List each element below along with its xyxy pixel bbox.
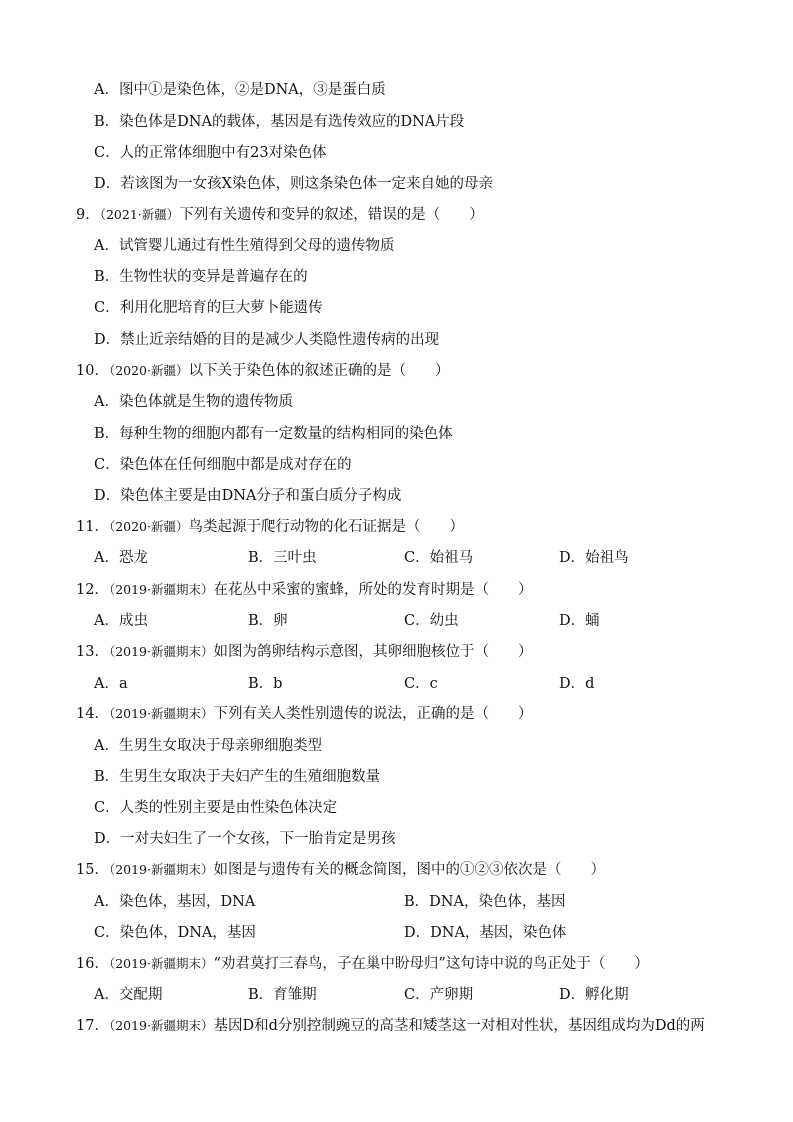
question-source: （2019·新疆期末） — [108, 644, 214, 659]
question-source: （2021·新疆） — [99, 207, 180, 222]
question-number: 9． — [76, 207, 100, 223]
question-stem: 下列有关遗传和变异的叙述，错误的是（ ） — [179, 207, 484, 223]
question-stem: 如图是与遗传有关的概念简图，图中的①②③依次是（ ） — [213, 862, 605, 878]
q9-option-a: A．试管婴儿通过有性生殖得到父母的遗传物质 — [94, 238, 395, 254]
question-source: （2020·新疆） — [108, 363, 189, 378]
question-source: （2019·新疆期末） — [108, 862, 214, 877]
question-number: 17． — [76, 1018, 109, 1034]
q11-option-c: C．始祖马 — [404, 550, 474, 566]
q9-option-b: B．生物性状的变异是普遍存在的 — [94, 269, 308, 285]
question-number: 10． — [76, 363, 109, 379]
question-16 — [76, 954, 649, 974]
q9-option-c: C．利用化肥培育的巨大萝卜能遗传 — [94, 300, 323, 316]
q13-option-d: D．d — [559, 676, 595, 692]
question-15 — [76, 860, 605, 880]
question-stem: 如图为鸽卵结构示意图，其卵细胞核位于（ ） — [213, 644, 533, 660]
q16-option-d: D．孵化期 — [559, 987, 629, 1003]
question-number: 11． — [76, 519, 109, 535]
q13-option-c: C．c — [404, 676, 438, 692]
q10-option-a: A．染色体就是生物的遗传物质 — [94, 394, 293, 410]
q15-option-a: A．染色体，基因，DNA — [94, 894, 256, 910]
prev-option-d: D．若该图为一女孩X染色体，则这条染色体一定来自她的母亲 — [94, 176, 493, 192]
question-10 — [76, 361, 450, 381]
question-14 — [76, 704, 533, 724]
q14-option-a: A．生男生女取决于母亲卵细胞类型 — [94, 738, 322, 754]
question-source: （2019·新疆期末） — [108, 706, 214, 721]
q15-option-d: D．DNA，基因，染色体 — [404, 925, 567, 941]
q16-option-b: B．育雏期 — [248, 987, 317, 1003]
q13-option-a: A．a — [94, 676, 128, 692]
q13-option-b: B．b — [248, 676, 283, 692]
prev-option-b: B．染色体是DNA的载体，基因是有选传效应的DNA片段 — [94, 114, 465, 130]
q15-option-c: C．染色体，DNA，基因 — [94, 925, 256, 941]
q14-option-d: D．一对夫妇生了一个女孩，下一胎肯定是男孩 — [94, 831, 396, 847]
q10-option-d: D．染色体主要是由DNA分子和蛋白质分子构成 — [94, 488, 402, 504]
q10-option-b: B．每种生物的细胞内都有一定数量的结构相同的染色体 — [94, 426, 453, 442]
q12-option-a: A．成虫 — [94, 613, 148, 629]
question-stem: 鸟类起源于爬行动物的化石证据是（ ） — [188, 519, 464, 535]
question-17 — [76, 1016, 705, 1036]
q15-options-row-1 — [0, 892, 793, 912]
q11-option-d: D．始祖鸟 — [559, 550, 629, 566]
question-number: 16． — [76, 956, 109, 972]
q15-option-b: B．DNA，染色体，基因 — [404, 894, 566, 910]
question-number: 13． — [76, 644, 109, 660]
q11-options-row — [0, 548, 793, 568]
question-stem: 在花丛中采蜜的蜜蜂，所处的发育时期是（ ） — [213, 582, 533, 598]
q9-option-d: D．禁止近亲结婚的目的是减少人类隐性遗传病的出现 — [94, 332, 440, 348]
q13-options-row — [0, 674, 793, 694]
q14-option-b: B．生男生女取决于夫妇产生的生殖细胞数量 — [94, 769, 381, 785]
question-number: 14． — [76, 706, 109, 722]
question-source: （2019·新疆期末） — [108, 1018, 214, 1033]
question-stem: “劝君莫打三春鸟，子在巢中盼母归”这句诗中说的鸟正处于（ ） — [213, 956, 649, 972]
question-stem: 以下关于染色体的叙述正确的是（ ） — [188, 363, 450, 379]
question-11 — [76, 517, 464, 537]
question-stem: 下列有关人类性别遗传的说法，正确的是（ ） — [213, 706, 533, 722]
question-stem: 基因D和d分别控制豌豆的高茎和矮茎这一对相对性状，基因组成均为Dd的两 — [213, 1018, 705, 1034]
q11-option-a: A．恐龙 — [94, 550, 148, 566]
question-source: （2019·新疆期末） — [108, 582, 214, 597]
q15-options-row-2 — [0, 923, 793, 943]
question-number: 12． — [76, 582, 109, 598]
q16-options-row — [0, 985, 793, 1005]
q16-option-c: C．产卵期 — [404, 987, 474, 1003]
q10-option-c: C．染色体在任何细胞中都是成对存在的 — [94, 457, 352, 473]
q12-options-row — [0, 611, 793, 631]
question-number: 15． — [76, 862, 109, 878]
q12-option-b: B．卵 — [248, 613, 288, 629]
q12-option-d: D．蛹 — [559, 613, 600, 629]
q11-option-b: B．三叶虫 — [248, 550, 317, 566]
q12-option-c: C．幼虫 — [404, 613, 459, 629]
prev-option-a: A．图中①是染色体，②是DNA，③是蛋白质 — [94, 82, 386, 98]
prev-option-c: C．人的正常体细胞中有23对染色体 — [94, 145, 327, 161]
question-9 — [76, 205, 484, 225]
question-source: （2020·新疆） — [108, 519, 189, 534]
q16-option-a: A．交配期 — [94, 987, 163, 1003]
question-12 — [76, 580, 533, 600]
question-source: （2019·新疆期末） — [108, 956, 214, 971]
question-13 — [76, 642, 533, 662]
q14-option-c: C．人类的性别主要是由性染色体决定 — [94, 800, 338, 816]
